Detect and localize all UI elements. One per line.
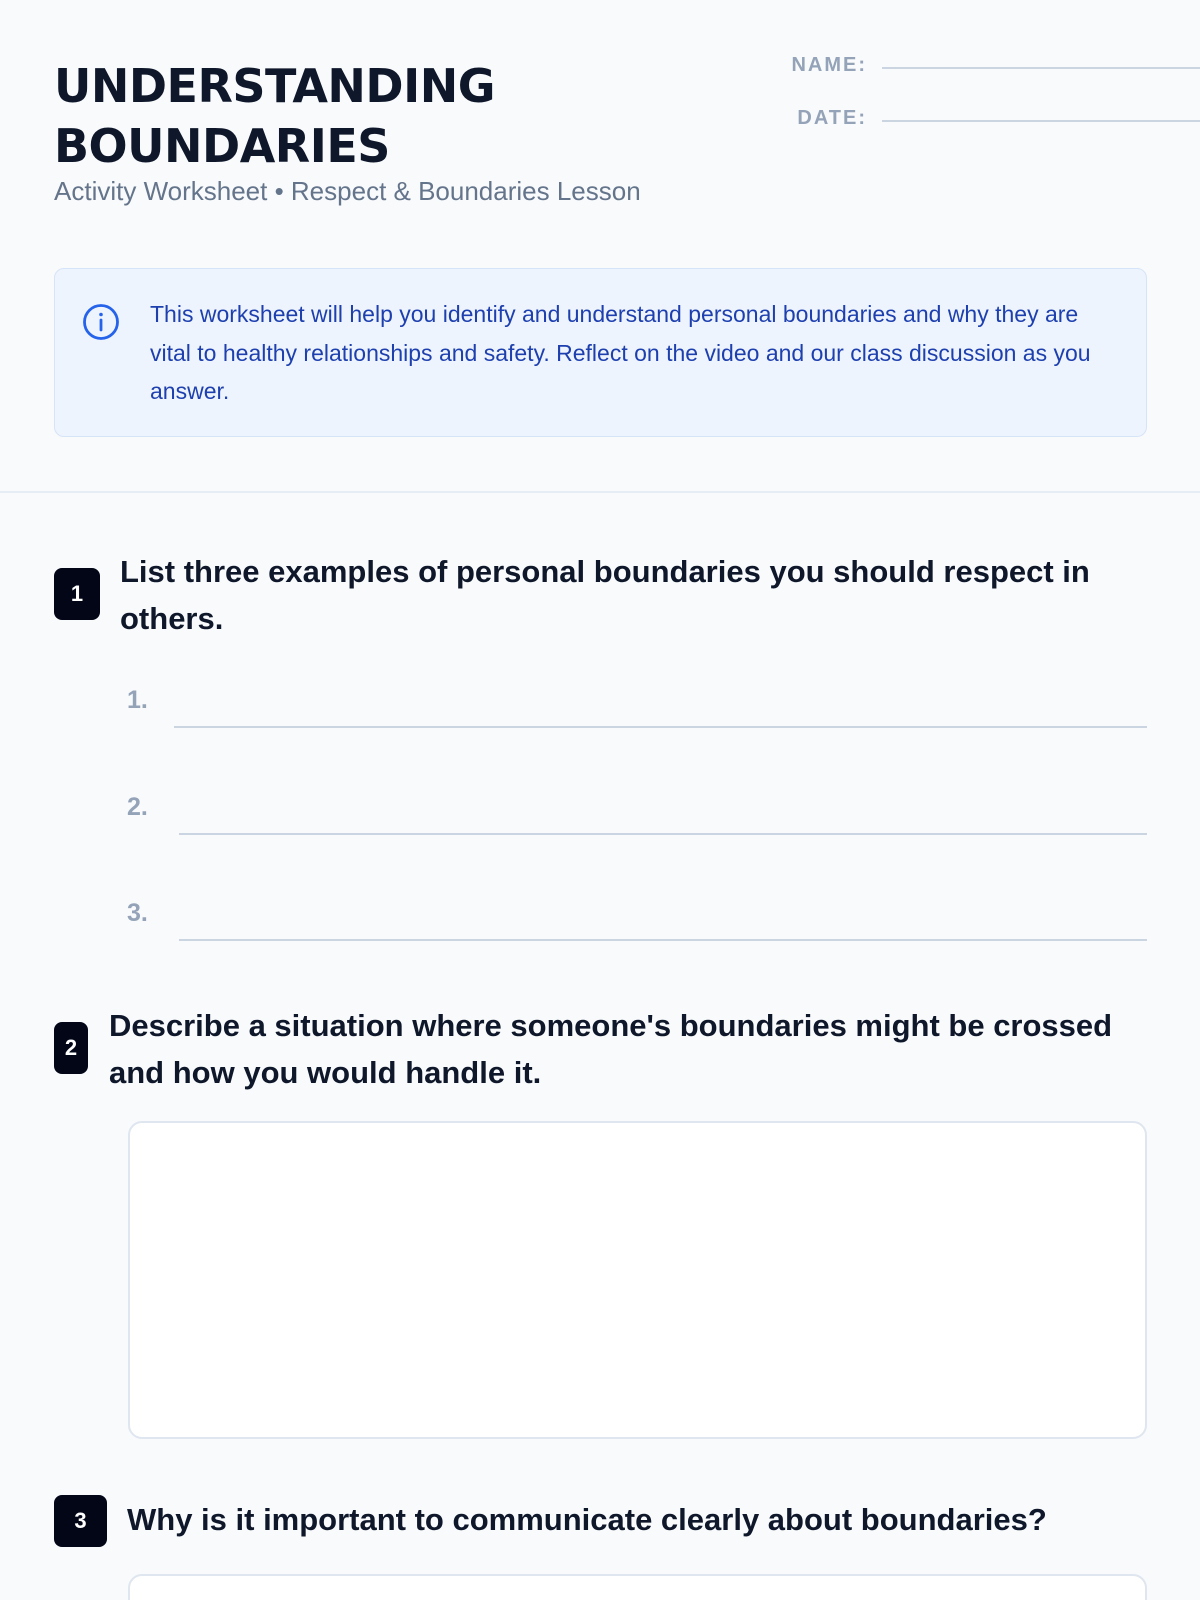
- answer-box-3[interactable]: [128, 1574, 1147, 1600]
- date-field-row: [714, 105, 1200, 135]
- question-number-badge: 3: [54, 1495, 107, 1547]
- answer-number: 1.: [127, 686, 148, 714]
- answer-rule: [179, 833, 1147, 835]
- info-callout: [54, 268, 1147, 437]
- question-text: Describe a situation where someone's boundaries might be crossed and how you would handle it.: [109, 1008, 1113, 1090]
- name-input-line[interactable]: [882, 67, 1200, 69]
- date-input-line[interactable]: [882, 120, 1200, 122]
- answer-line-3[interactable]: [127, 899, 1147, 939]
- info-text: This worksheet will help you identify and understand personal boundaries and why they are vital to healthy relationships and safety. Reflect on the video and our class discussion as you answer.: [150, 301, 1091, 404]
- question-number-badge: 1: [54, 568, 100, 620]
- answer-box-2[interactable]: [128, 1121, 1147, 1439]
- answer-rule: [174, 726, 1147, 728]
- answer-rule: [179, 939, 1147, 941]
- question-text: Why is it important to communicate clearly about boundaries?: [127, 1502, 1047, 1537]
- name-field-row: [714, 52, 1200, 82]
- page-subtitle: Activity Worksheet • Respect & Boundaries Lesson: [54, 176, 641, 206]
- date-label: DATE:: [797, 107, 867, 129]
- page-title: UNDERSTANDING BOUNDARIES: [54, 59, 495, 173]
- name-label: NAME:: [791, 54, 867, 76]
- answer-line-2[interactable]: [127, 793, 1147, 833]
- answer-line-1[interactable]: [127, 686, 1147, 726]
- question-text: List three examples of personal boundaries you should respect in others.: [120, 554, 1090, 636]
- question-number-badge: 2: [54, 1022, 88, 1074]
- answer-number: 2.: [127, 793, 148, 821]
- info-icon: [82, 303, 120, 341]
- section-divider: [0, 491, 1200, 493]
- answer-number: 3.: [127, 899, 148, 927]
- worksheet-header: [54, 52, 1147, 212]
